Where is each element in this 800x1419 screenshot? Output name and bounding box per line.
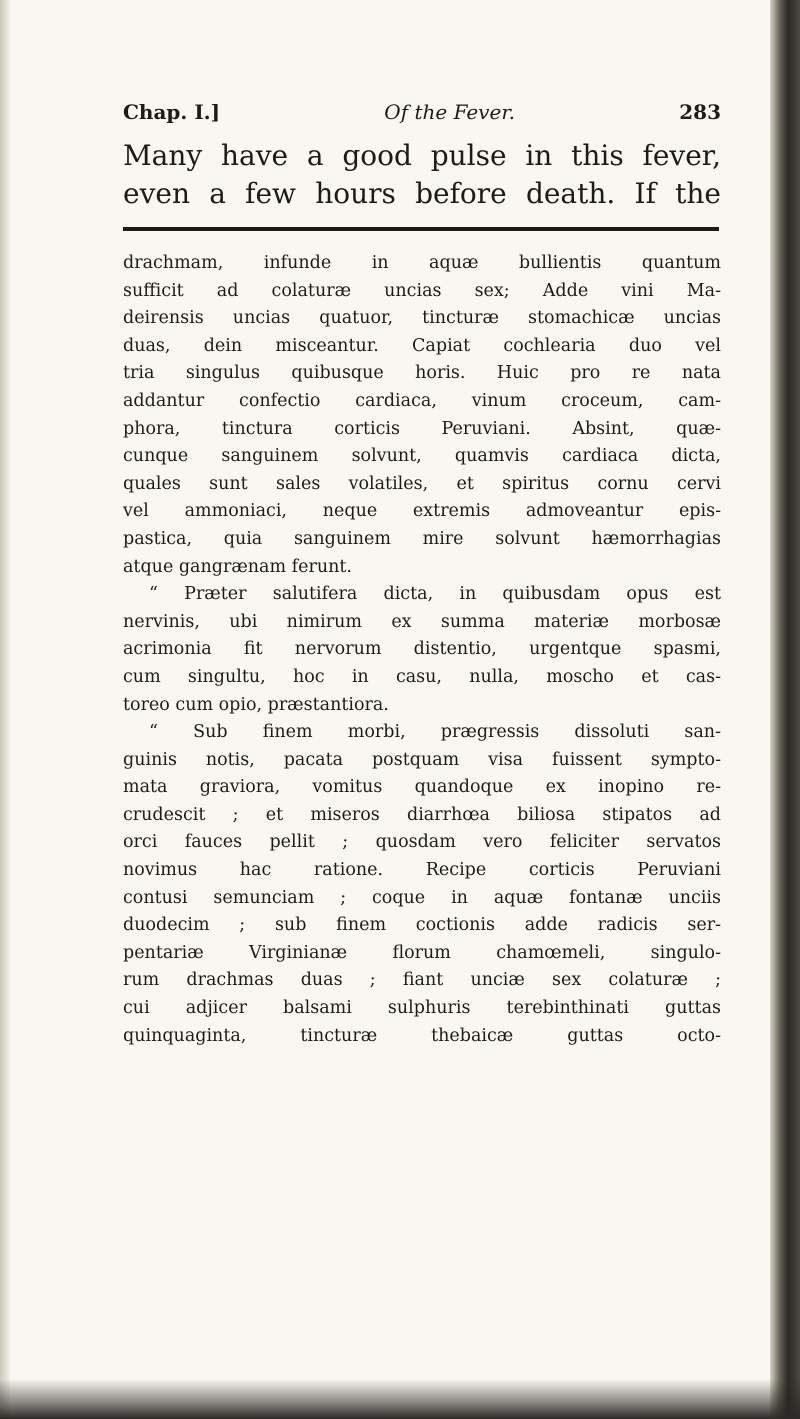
latin-line: cunque sanguinem solvunt, quamvis cardiaca dicta, — [123, 446, 721, 467]
english-paragraph — [123, 137, 721, 213]
latin-line: phora, tinctura corticis Peruviani. Absint, quæ- — [123, 418, 721, 439]
latin-line: addantur confectio cardiaca, vinum croceum, cam- — [123, 390, 721, 411]
latin-line: pastica, quia sanguinem mire solvunt hæmorrhagias — [123, 528, 721, 549]
latin-line: mata graviora, vomitus quandoque ex inopino re- — [123, 777, 721, 798]
latin-line: duas, dein misceantur. Capiat cochlearia duo vel — [123, 335, 721, 356]
latin-line: vel ammoniaci, neque extremis admoveantur epis- — [123, 501, 721, 522]
page-left-edge — [0, 0, 10, 1419]
latin-line: atque gangrænam ferunt. — [123, 556, 352, 577]
running-title: Of the Fever. — [384, 100, 516, 124]
latin-line: pentariæ Virginianæ florum chamœmeli, singulo- — [123, 942, 721, 963]
english-line: even a few hours before death. If the — [123, 177, 721, 210]
latin-line: drachmam, infunde in aquæ bullientis quantum — [123, 253, 721, 273]
latin-line: cum singultu, hoc in casu, nulla, moscho et cas- — [123, 666, 721, 687]
latin-line: deirensis uncias quatuor, tincturæ stomachicæ uncias — [123, 308, 721, 329]
page-number: 283 — [679, 100, 721, 124]
section-rule — [123, 227, 719, 231]
latin-line: crudescit ; et miseros diarrhœa biliosa stipatos ad — [123, 804, 721, 825]
latin-line: quinquaginta, tincturæ thebaicæ guttas octo- — [123, 1025, 721, 1046]
latin-line: toreo cum opio, præstantiora. — [123, 694, 389, 715]
page-bottom-shadow — [0, 1379, 800, 1419]
running-head — [123, 100, 721, 132]
latin-line: quales sunt sales volatiles, et spiritus cornu cervi — [123, 473, 721, 494]
book-spine-shadow — [770, 0, 800, 1419]
latin-line: contusi semunciam ; coque in aquæ fontanæ unciis — [123, 887, 721, 908]
latin-line: “ Sub finem morbi, prægressis dissoluti san- — [149, 722, 721, 743]
latin-line: cui adjicer balsami sulphuris terebinthinati guttas — [123, 998, 721, 1019]
english-line: Many have a good pulse in this fever, — [123, 139, 721, 172]
latin-line: “ Præter salutifera dicta, in quibusdam opus est — [149, 584, 721, 605]
latin-line: sufficit ad colaturæ uncias sex; Adde vini Ma- — [123, 280, 721, 301]
latin-line: acrimonia fit nervorum distentio, urgentque spasmi, — [123, 639, 721, 660]
latin-text-block — [123, 250, 721, 1050]
latin-line: novimus hac ratione. Recipe corticis Peruviani — [123, 860, 721, 881]
latin-line: orci fauces pellit ; quosdam vero feliciter servatos — [123, 832, 721, 853]
latin-line: nervinis, ubi nimirum ex summa materiæ morbosæ — [123, 611, 721, 632]
latin-line: rum drachmas duas ; fiant unciæ sex colaturæ ; — [123, 970, 721, 991]
latin-line: guinis notis, pacata postquam visa fuissent sympto- — [123, 749, 721, 770]
chapter-label: Chap. I.] — [123, 100, 221, 124]
latin-line: tria singulus quibusque horis. Huic pro re nata — [123, 363, 721, 384]
latin-line: duodecim ; sub finem coctionis adde radicis ser- — [123, 915, 721, 936]
